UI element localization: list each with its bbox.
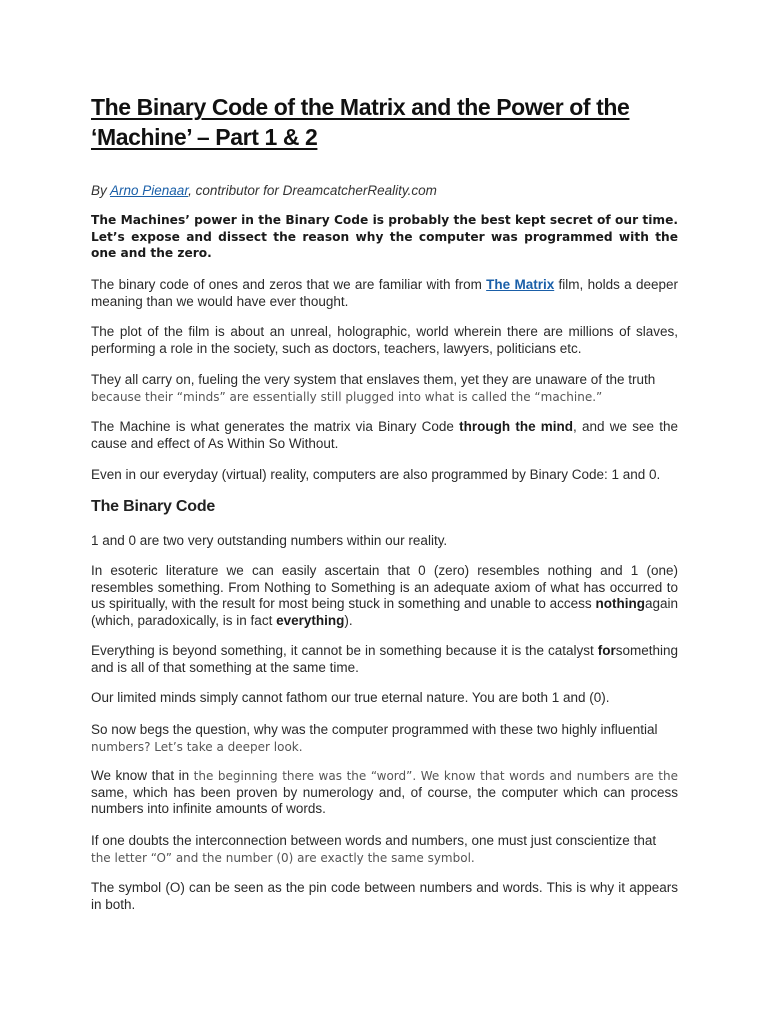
byline — [91, 183, 437, 198]
p3-line-1: They all carry on, fueling the very system that enslaves them, yet they are unaware of the truth — [91, 372, 656, 387]
title-line-2: ‘Machine’ – Part 1 & 2 — [91, 124, 318, 150]
p7-text-after: ). — [344, 612, 353, 628]
paragraph-symbol: The symbol (O) can be seen as the pin code between numbers and words. This is why it appears in both. — [91, 880, 678, 912]
p10-line-2: numbers? Let’s take a deeper look. — [91, 739, 303, 754]
p4-text-after: , and we see the cause and effect of As Within So Without. — [91, 419, 678, 451]
paragraph-machine — [91, 419, 678, 452]
p7-text-middle: again (which, paradoxically, is in fact — [91, 596, 678, 628]
p11-text-after: same, which has been proven by numerology and, of course, the computer which can process numbers into infinite amounts of words. — [91, 784, 678, 816]
byline-prefix: By — [91, 183, 111, 198]
paragraph-matrix-film — [91, 277, 678, 310]
paragraph-plot: The plot of the film is about an unreal, holographic, world wherein there are millions of slaves, performing a role in the society, such as doctors, teachers, lawyers, politicians etc. — [91, 324, 678, 356]
p4-text-before: The Machine is what generates the matrix via Binary Code — [91, 419, 460, 434]
p11-text-before: We know that in — [91, 768, 194, 783]
p12-line-2: the letter “O” and the number (0) are exactly the same symbol. — [91, 850, 475, 865]
section-heading: The Binary Code — [91, 498, 216, 515]
p8-text-before: Everything is beyond something, it cannot be in something because it is the catalyst — [91, 643, 598, 658]
title-line-1: The Binary Code of the Matrix and the Power of the — [91, 94, 630, 120]
p8-bold: for — [597, 643, 616, 658]
article — [91, 92, 678, 912]
p1-text-before: The binary code of ones and zeros that we are familiar with from — [91, 277, 487, 292]
byline-suffix: , contributor for DreamcatcherReality.com — [188, 183, 437, 198]
p7-bold-everything: everything — [276, 612, 345, 628]
paragraph-carry-on — [91, 372, 678, 405]
p7-bold-nothing: nothing — [595, 596, 645, 611]
p1-text-after: film, holds a deeper meaning than we would have ever thought. — [91, 277, 678, 309]
paragraph-outstanding: 1 and 0 are two very outstanding numbers within our reality. — [91, 533, 448, 548]
paragraph-doubts — [91, 833, 678, 866]
paragraph-everything — [91, 643, 678, 676]
p12-line-1: If one doubts the interconnection between words and numbers, one must just conscientize that — [91, 833, 657, 848]
lead-paragraph: The Machines’ power in the Binary Code is probably the best kept secret of our time. Let’s expose and dissect the reason why the computer was programmed with the one and the zero. — [91, 213, 678, 260]
paragraph-esoteric — [91, 563, 678, 629]
p8-text-after: something and is all of that something at the same time. — [91, 643, 678, 675]
p10-line-1: So now begs the question, why was the computer programmed with these two highly influential — [91, 722, 658, 737]
p4-bold: through the mind — [459, 419, 574, 434]
paragraph-limited-minds: Our limited minds simply cannot fathom our true eternal nature. You are both 1 and (0). — [91, 690, 610, 705]
the-matrix-link[interactable]: The Matrix — [486, 277, 555, 292]
page-title — [91, 92, 678, 152]
p3-line-2: because their “minds” are essentially still plugged into what is called the “machine.” — [91, 389, 603, 404]
paragraph-word — [91, 768, 678, 818]
author-link[interactable]: Arno Pienaar — [110, 183, 189, 198]
paragraph-question — [91, 722, 678, 755]
paragraph-everyday: Even in our everyday (virtual) reality, computers are also programmed by Binary Code: 1 and 0. — [91, 467, 661, 482]
p11-light-text: the beginning there was the “word”. We know that words and numbers are the — [193, 769, 678, 783]
p7-text-before: In esoteric literature we can easily ascertain that 0 (zero) resembles nothing and 1 (one) resembles something. From Nothing to Something is an adequate axiom of what has occurred to us spiritually, with the result for most being stuck in something and unable to access — [91, 563, 678, 611]
